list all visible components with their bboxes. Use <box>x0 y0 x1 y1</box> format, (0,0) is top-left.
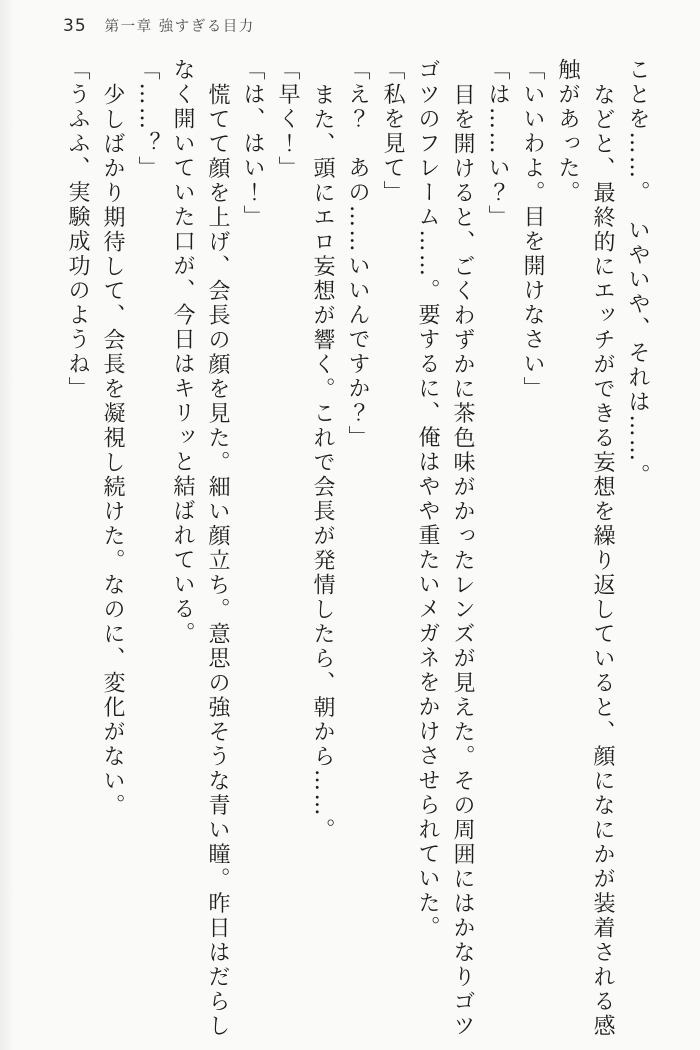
text-line: 「え？ あの……いいんですか？」 <box>345 58 370 450</box>
text-line: 少しばかり期待して、会長を凝視し続けた。なのに、変化がない。 <box>100 82 125 818</box>
text-line: 慌てて顔を上げ、会長の顔を見た。細い顔立ち。意思の強そうな青い瞳。昨日はだらし <box>205 82 230 1038</box>
page-number: 35 <box>63 16 87 36</box>
text-line: 「早く！」 <box>275 58 300 181</box>
text-line: 「は、はい！」 <box>240 58 265 230</box>
vertical-text-body <box>59 58 655 1050</box>
text-line: また、頭にエロ妄想が響く。これで会長が発情したら、朝から……。 <box>310 82 335 842</box>
text-line: なく開いていた口が、今日はキリッと結ばれている。 <box>170 58 195 646</box>
text-line: 「は……い？」 <box>485 58 510 230</box>
text-line: ことを……。 いやいや、それは……。 <box>625 58 650 488</box>
chapter-title: 第一章 強すぎる目力 <box>104 19 255 35</box>
text-line: 「私を見て」 <box>380 58 405 205</box>
text-line: 「いいわよ。目を開けなさい」 <box>520 58 545 401</box>
text-line: などと、最終的にエッチができる妄想を繰り返していると、顔になにかが装着される感 <box>590 82 615 1038</box>
text-line: 触があった。 <box>555 58 580 205</box>
text-line: ゴツのフレーム……。要するに、俺はやや重たいメガネをかけさせられていた。 <box>415 58 440 940</box>
text-line: 目を開けると、ごくわずかに茶色味がかったレンズが見えた。その周囲にはかなりゴツ <box>450 82 475 1038</box>
text-line: 「……？」 <box>135 58 160 181</box>
running-head <box>63 15 255 36</box>
text-line: 「うふふ、実験成功のようね」 <box>65 58 90 401</box>
